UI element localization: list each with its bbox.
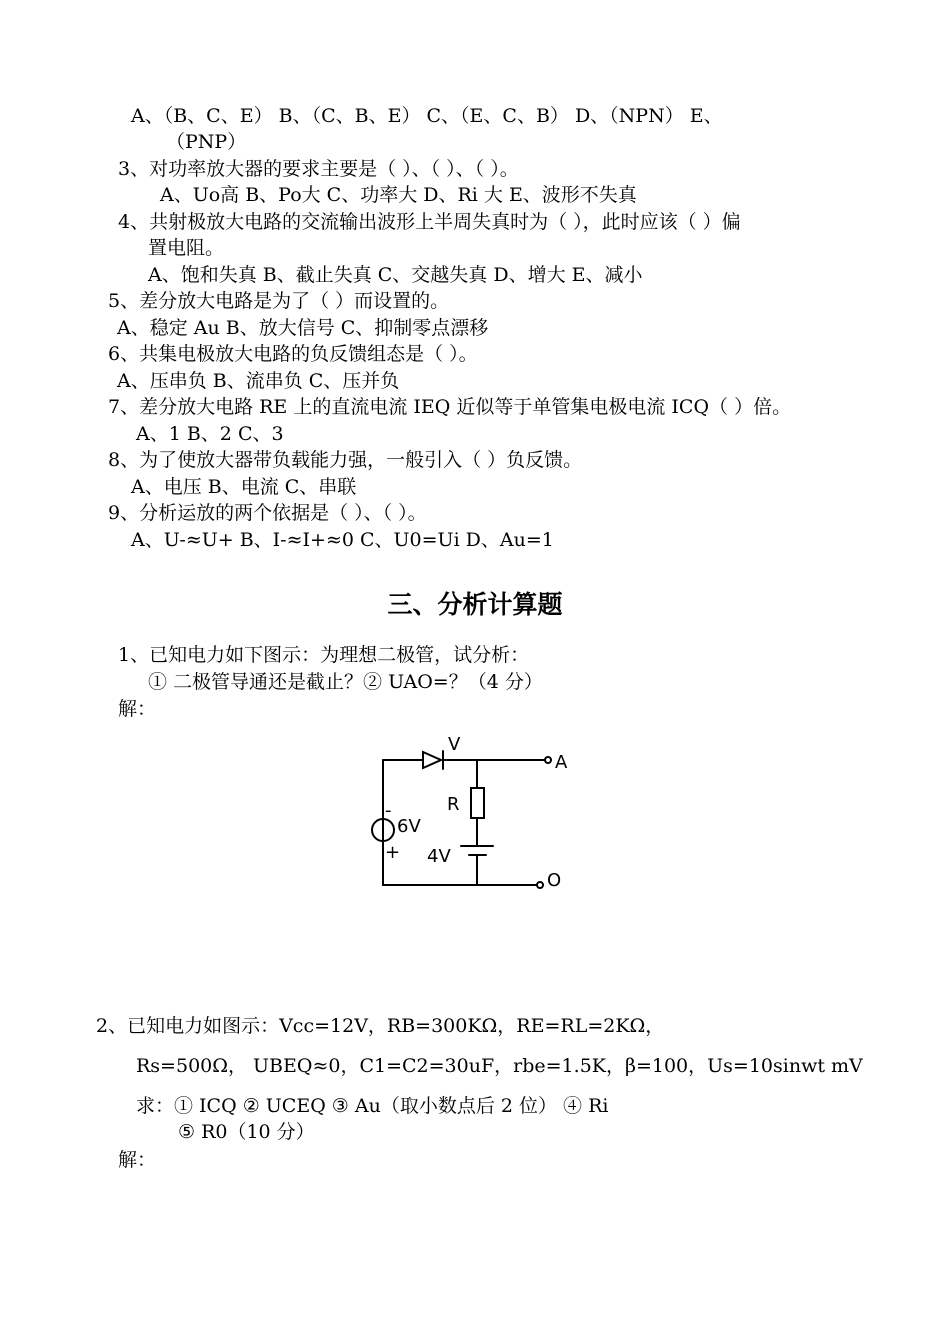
problem2-line1: 2、已知电力如图示：Vcc=12V，RB=300KΩ，RE=RL=2KΩ， [96, 1015, 665, 1037]
terminal-a [545, 757, 551, 763]
q6-question: 6、共集电极放大电路的负反馈组态是（ ）。 [108, 343, 478, 365]
q4-question-line1: 4、共射极放大电路的交流输出波形上半周失真时为（ ），此时应该（ ）偏 [118, 211, 741, 233]
problem1-line1: 1、已知电力如下图示：为理想二极管，试分析： [118, 644, 530, 666]
q3-options: A、Uo高 B、Po大 C、功率大 D、Ri 大 E、波形不失真 [160, 184, 637, 206]
diode-circuit-diagram [365, 730, 595, 900]
resistor-label: R [447, 794, 460, 815]
terminal-o [537, 882, 543, 888]
q3-question: 3、对功率放大器的要求主要是（ ）、（ ）、（ ）。 [118, 158, 519, 180]
q4-options: A、饱和失真 B、截止失真 C、交越失真 D、增大 E、减小 [148, 264, 643, 286]
diode-label: V [448, 734, 461, 755]
q2-options-line1: A、（B、C、E） B、（C、B、E） C、（E、C、B） D、（NPN） E、 [131, 105, 723, 127]
problem2-line3: 求：① ICQ ② UCEQ ③ Au（取小数点后 2 位） ④ Ri [136, 1095, 609, 1117]
source-plus-label: + [385, 842, 401, 863]
source-6v-label: 6V [397, 816, 421, 837]
q5-question: 5、差分放大电路是为了（ ）而设置的。 [108, 290, 450, 312]
terminal-a-label: A [555, 752, 568, 773]
terminal-o-label: O [547, 870, 562, 891]
section-title: 三、分析计算题 [387, 590, 563, 619]
battery-4v-symbol [461, 846, 493, 855]
problem1-answer-label: 解： [118, 698, 157, 720]
battery-4v-label: 4V [427, 846, 451, 867]
problem1-line2: ① 二极管导通还是截止？② UAO=？（4 分） [148, 671, 543, 693]
diode-symbol [423, 751, 443, 769]
problem2-line2: Rs=500Ω， UBEQ≈0，C1=C2=30uF，rbe=1.5K，β=100，Us=10sinwt mV [136, 1055, 863, 1077]
q8-question: 8、为了使放大器带负载能力强，一般引入（ ）负反馈。 [108, 449, 583, 471]
q9-options: A、U-≈U+ B、I-≈I+≈0 C、U0=Ui D、Au=1 [131, 529, 554, 551]
problem2-line4: ⑤ R0（10 分） [178, 1121, 315, 1143]
q7-options: A、1 B、2 C、3 [136, 423, 284, 445]
source-minus-label: - [385, 800, 392, 821]
problem2-answer-label: 解： [118, 1149, 157, 1171]
q7-question: 7、差分放大电路 RE 上的直流电流 IEQ 近似等于单管集电极电流 ICQ（ ）倍。 [108, 396, 792, 418]
q2-options-line2: （PNP） [166, 131, 247, 153]
q5-options: A、稳定 Au B、放大信号 C、抑制零点漂移 [117, 317, 489, 339]
q4-question-line2: 置电阻。 [148, 237, 225, 259]
resistor-symbol [471, 788, 484, 818]
q6-options: A、压串负 B、流串负 C、压并负 [117, 370, 400, 392]
q8-options: A、电压 B、电流 C、串联 [131, 476, 357, 498]
q9-question: 9、分析运放的两个依据是（ ）、（ ）。 [108, 502, 427, 524]
